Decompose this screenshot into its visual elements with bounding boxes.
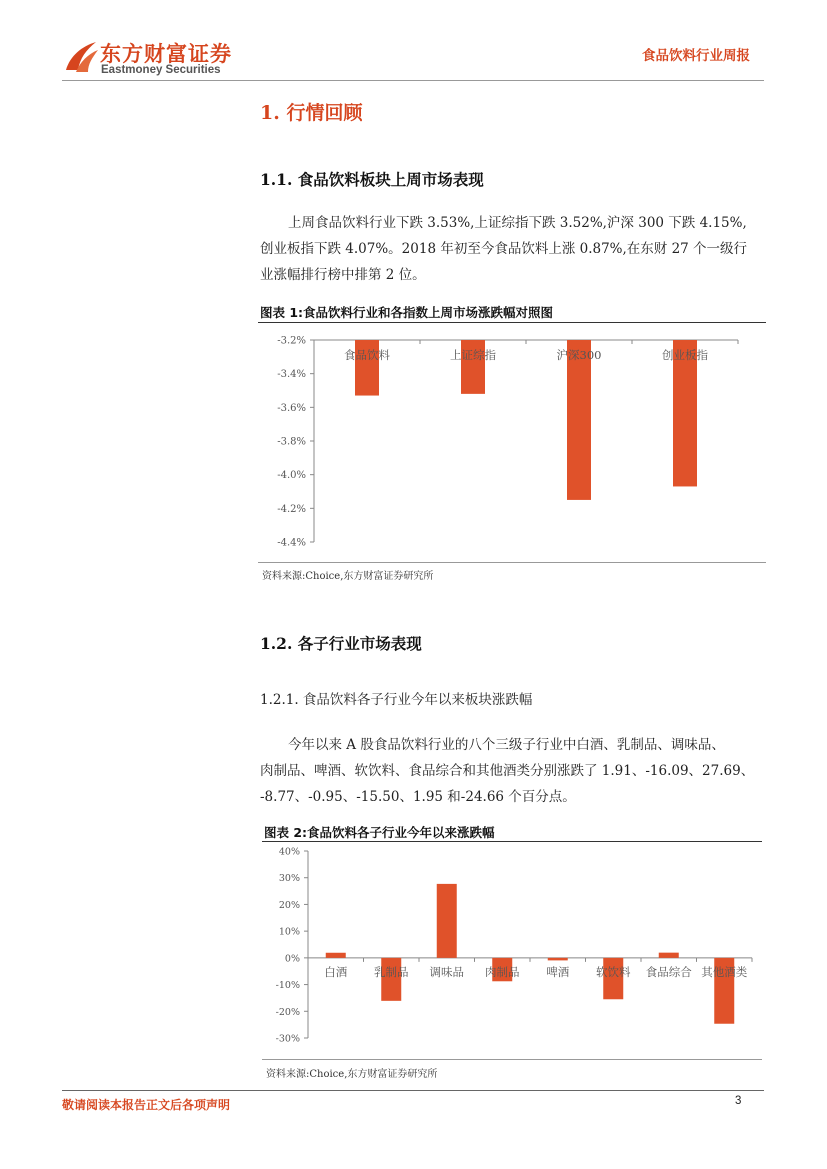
figure-top-rule	[262, 841, 762, 842]
paragraph-line: 肉制品、啤酒、软饮料、食品综合和其他酒类分别涨跌了 1.91、-16.09、27.69、	[260, 763, 755, 779]
y-tick-label: -10%	[275, 980, 300, 992]
figure-source: 资料来源:Choice,东方财富证券研究所	[262, 571, 434, 582]
logo-text-cn: 东方财富证券	[100, 42, 232, 66]
company-logo	[62, 36, 262, 80]
y-tick-label: -4.4%	[277, 537, 306, 549]
figure-source: 资料来源:Choice,东方财富证券研究所	[266, 1069, 438, 1080]
x-tick-label: 调味品	[429, 964, 464, 979]
y-tick-label: -4.2%	[277, 503, 306, 515]
chart-subsector-ytd	[262, 843, 762, 1055]
bar	[659, 953, 679, 958]
x-tick-label: 肉制品	[485, 964, 520, 979]
y-tick-label: 30%	[278, 873, 300, 885]
sub-subsection-title: 1.2.1. 食品饮料各子行业今年以来板块涨跌幅	[260, 692, 533, 708]
y-tick-label: -30%	[275, 1033, 300, 1045]
header-divider	[62, 80, 764, 81]
page-number: 3	[735, 1095, 742, 1107]
bar	[567, 340, 591, 500]
section-title: 1. 行情回顾	[260, 102, 363, 124]
paragraph-line: 今年以来 A 股食品饮料行业的八个三级子行业中白酒、乳制品、调味品、	[288, 737, 725, 753]
bar	[548, 958, 568, 961]
y-tick-label: -20%	[275, 1006, 300, 1018]
footer-disclaimer: 敬请阅读本报告正文后各项声明	[62, 1098, 231, 1112]
figure-bottom-rule	[258, 562, 766, 563]
x-tick-label: 上证综指	[450, 348, 496, 362]
paragraph-line: -8.77、-0.95、-15.50、1.95 和-24.66 个百分点。	[260, 789, 576, 805]
x-tick-label: 沪深300	[556, 348, 602, 362]
figure-bottom-rule	[262, 1059, 762, 1060]
chart-weekly-change	[258, 326, 766, 558]
bar	[437, 884, 457, 958]
y-tick-label: -3.8%	[277, 436, 306, 448]
report-name: 食品饮料行业周报	[642, 48, 750, 64]
figure-title: 图表 1:食品饮料行业和各指数上周市场涨跌幅对照图	[260, 305, 554, 320]
paragraph	[260, 210, 770, 288]
y-tick-label: 40%	[278, 846, 300, 858]
x-tick-label: 创业板指	[662, 348, 708, 362]
y-tick-label: -3.6%	[277, 402, 306, 414]
x-tick-label: 食品饮料	[344, 348, 390, 362]
logo-mark-icon	[62, 38, 100, 74]
paragraph-line: 创业板指下跌 4.07%。2018 年初至今食品饮料上涨 0.87%,在东财 27 个一级行	[260, 241, 748, 257]
footer-divider	[62, 1090, 764, 1091]
x-tick-label: 乳制品	[374, 964, 409, 979]
paragraph	[260, 732, 770, 810]
x-tick-label: 白酒	[324, 964, 348, 979]
x-tick-label: 啤酒	[546, 964, 570, 979]
x-tick-label: 软饮料	[596, 964, 631, 979]
y-tick-label: -4.0%	[277, 470, 306, 482]
y-tick-label: 20%	[278, 899, 300, 911]
subsection-title: 1.2. 各子行业市场表现	[260, 634, 422, 653]
x-tick-label: 食品综合	[645, 964, 692, 979]
y-tick-label: -3.4%	[277, 369, 306, 381]
figure-title: 图表 2:食品饮料各子行业今年以来涨跌幅	[264, 825, 495, 840]
figure-top-rule	[258, 322, 766, 323]
subsection-title: 1.1. 食品饮料板块上周市场表现	[260, 170, 484, 189]
x-tick-label: 其他酒类	[701, 964, 748, 979]
y-tick-label: 10%	[278, 926, 300, 938]
y-tick-label: -3.2%	[277, 335, 306, 347]
paragraph-line: 上周食品饮料行业下跌 3.53%,上证综指下跌 3.52%,沪深 300 下跌 4.15%,	[288, 215, 747, 231]
logo-text-en: Eastmoney Securities	[101, 64, 221, 76]
paragraph-line: 业涨幅排行榜中排第 2 位。	[260, 267, 426, 283]
y-tick-label: 0%	[284, 953, 300, 965]
bar	[326, 953, 346, 958]
